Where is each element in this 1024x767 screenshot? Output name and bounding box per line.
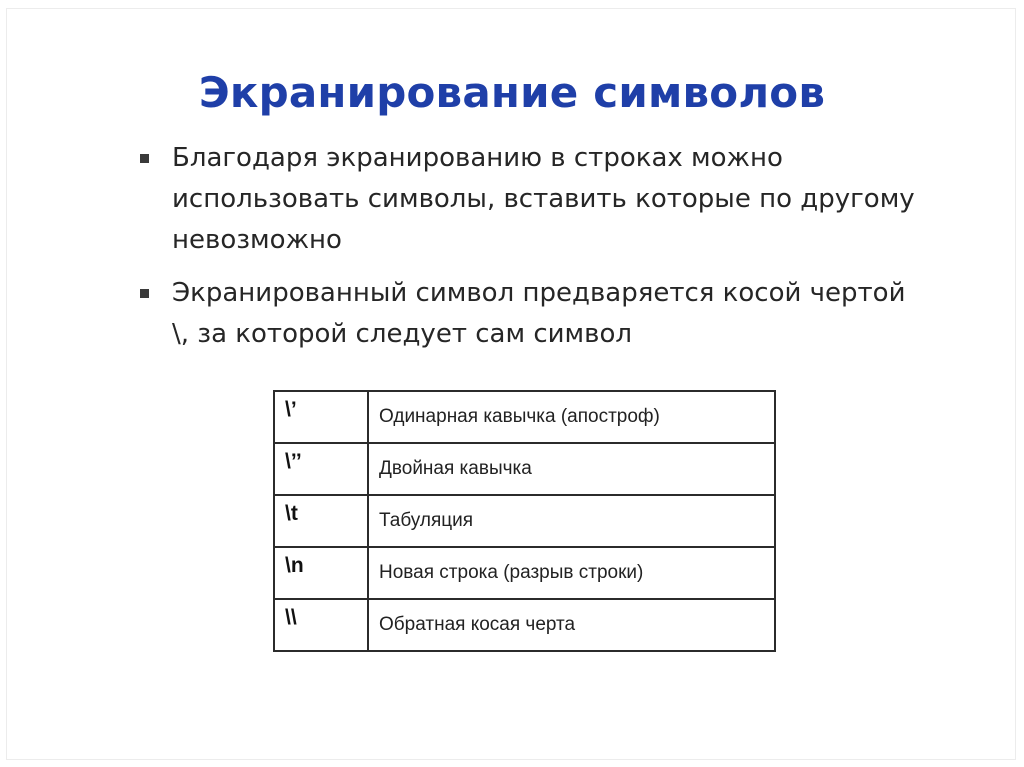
bullet-list: [128, 138, 918, 367]
table-row: [274, 599, 775, 651]
table-row: [274, 495, 775, 547]
escape-code-cell: \’’: [274, 443, 368, 495]
bullet-item: [128, 273, 918, 355]
slide-title: Экранирование символов: [198, 68, 826, 117]
escape-code-cell: \n: [274, 547, 368, 599]
table-row: [274, 391, 775, 443]
description-cell: Двойная кавычка: [368, 443, 775, 495]
description-cell: Обратная косая черта: [368, 599, 775, 651]
bullet-item: [128, 138, 918, 261]
escape-sequences-table: [273, 390, 776, 652]
escape-code-cell: \t: [274, 495, 368, 547]
description-cell: Одинарная кавычка (апостроф): [368, 391, 775, 443]
square-bullet-icon: [140, 154, 149, 163]
bullet-text: Экранированный символ предваряется косой чертой \, за которой следует сам символ: [172, 278, 906, 349]
escape-code-cell: \’: [274, 391, 368, 443]
escape-code-cell: \\: [274, 599, 368, 651]
square-bullet-icon: [140, 289, 149, 298]
description-cell: Новая строка (разрыв строки): [368, 547, 775, 599]
table-row: [274, 443, 775, 495]
bullet-text: Благодаря экранированию в строках можно использовать символы, вставить которые по другому невозможно: [172, 143, 915, 255]
description-cell: Табуляция: [368, 495, 775, 547]
table-row: [274, 547, 775, 599]
